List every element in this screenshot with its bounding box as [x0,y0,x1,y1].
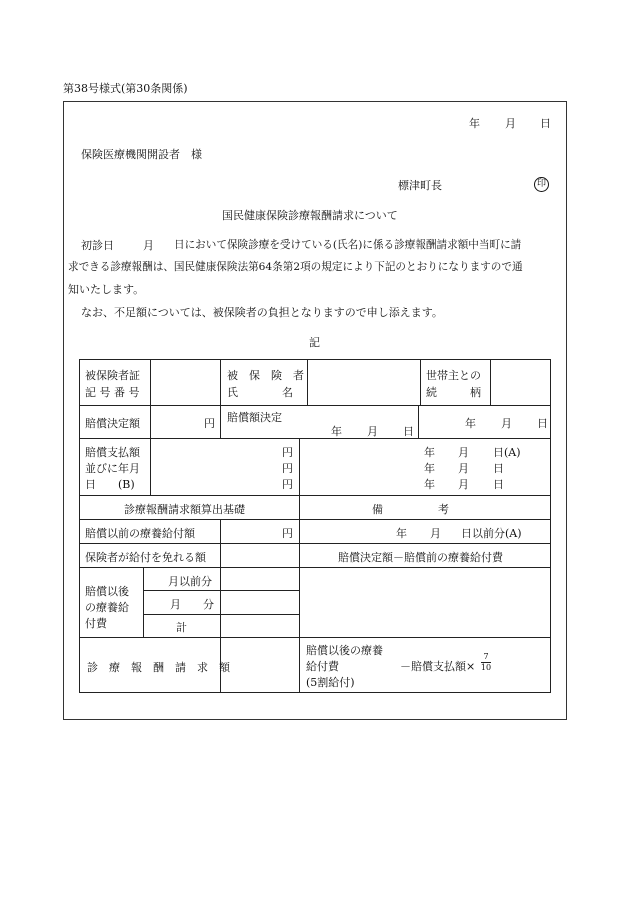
col-line [143,567,144,637]
body-text-1b: 月 [143,239,154,252]
row-line [79,519,551,520]
col-line [150,438,151,495]
formula-label-3: (5割給付) [306,676,355,689]
row-line [79,495,551,496]
date-month: 月 [458,446,469,459]
exempt-amount-formula: 賠償決定額－賠償前の療養給付費 [338,551,503,564]
body-text-4: なお、不足額については、被保険者の負担となりますので申し添えます。 [81,306,443,319]
yen-unit: 円 [282,462,293,475]
date-year: 年 [424,478,435,491]
body-text-1c: 日において保険診療を受けている(氏名)に係る診療報酬請求額中当町に請 [174,239,522,251]
date-day: 日 [493,478,504,491]
date-before-a: 日以前分(A) [461,527,522,540]
date-year: 年 [331,425,342,438]
date-month: 月 [458,462,469,475]
insured-name-label-1: 被 保 険 者 [227,369,304,382]
fraction-denominator: 10 [480,663,492,672]
relation-label-2: 続 柄 [426,386,481,399]
payment-label-2: 並びに年月 [85,462,140,475]
seal-mark: 印 [534,177,549,192]
post-benefit-label-2: の療養給 [85,601,129,614]
pre-compensation-benefit-label: 賠償以前の療養給付額 [85,527,195,540]
date-month: 月 [430,527,441,540]
col-line [420,359,421,405]
sub-row-month: 月 分 [170,598,214,611]
insurance-card-label-1: 被保険者証 [85,369,140,382]
date-day: 日 [537,417,548,430]
compensation-amount-label: 賠償決定額 [85,417,140,430]
ki-heading: 記 [309,336,320,349]
formula-label-2: 給付費 [306,660,339,673]
payment-label-3: 日 (B) [85,478,135,491]
sender-title: 標津町長 [398,179,442,192]
formula-expression: －賠償支払額× [400,660,476,673]
row-line [79,637,551,638]
claim-amount-label: 診 療 報 酬 請 求 額 [87,661,230,674]
date-day: 日 [403,425,414,438]
decision-date-label: 賠償額決定 [227,411,282,424]
body-text-3: 知いたします。 [68,283,145,296]
insurance-card-label-2: 記 号 番 号 [85,386,140,399]
col-line [220,519,221,567]
date-year: 年 [424,446,435,459]
exempt-amount-label: 保険者が給付を免れる額 [85,551,206,564]
date-day-a: 日(A) [493,446,521,459]
sub-row-before-month: 月以前分 [168,575,212,588]
relation-label-1: 世帯主との [426,369,481,382]
addressee: 保険医療機関開設者 様 [81,148,202,161]
date-month: 月 [501,417,512,430]
yen-unit: 円 [282,446,293,459]
document-title: 国民健康保険診療報酬請求について [222,209,398,222]
col-line [150,359,151,438]
sub-row-line [143,614,299,615]
post-benefit-label-3: 付費 [85,617,107,630]
date-month: 月 [505,117,516,130]
col-line [220,359,221,438]
post-benefit-label-1: 賠償以後 [85,585,129,598]
insured-name-label-2: 氏 名 [227,386,293,399]
date-year: 年 [396,527,407,540]
form-number-label: 第38号様式(第30条関係) [63,82,188,95]
date-year: 年 [469,117,480,130]
date-day: 日 [540,117,551,130]
payment-label-1: 賠償支払額 [85,446,140,459]
col-line [490,359,491,405]
date-month: 月 [458,478,469,491]
yen-unit: 円 [282,527,293,540]
col-line [418,405,419,438]
row-line [79,543,551,544]
row-line [79,567,551,568]
calculation-basis-heading: 診療報酬請求額算出基礎 [124,503,245,516]
date-day: 日 [493,462,504,475]
remarks-heading: 備 考 [372,503,449,516]
col-line [299,438,300,495]
date-year: 年 [424,462,435,475]
col-line [299,495,300,693]
date-month: 月 [367,425,378,438]
date-year: 年 [465,417,476,430]
body-text-1a: 初診日 [81,239,114,252]
sub-row-total: 計 [176,621,187,634]
fraction-numerator: 7 [483,652,489,661]
formula-label-1: 賠償以後の療養 [306,644,383,657]
body-text-2: 求できる診療報酬は、国民健康保険法第64条第2項の規定により下記のとおりになりますので通 [68,261,523,273]
col-line [307,359,308,405]
yen-unit: 円 [204,417,215,430]
yen-unit: 円 [282,478,293,491]
sub-row-line [143,590,299,591]
